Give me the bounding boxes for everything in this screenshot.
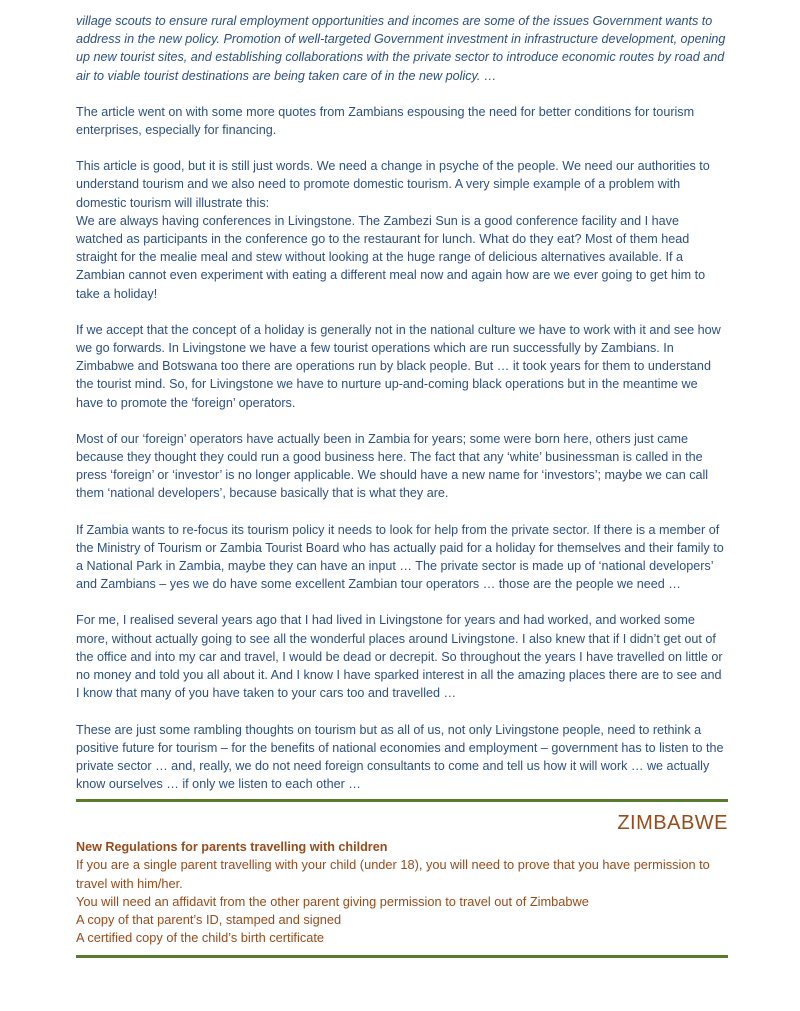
zimbabwe-section-title: ZIMBABWE [617,812,728,835]
article-paragraph-4: If we accept that the concept of a holiday is generally not in the national culture we have to work with it and see how we go forwards. In Livingstone we have a few tourist operations which are run successfully by Zambians. In Zimbabwe and Botswana too there are operations run by black people. But … it took years for them to understand the tourist mind. So, for Livingstone we have to nurture up-and-coming black operations but in the meantime we have to promote the ‘foreign’ operators. [76,322,721,410]
article-quote: village scouts to ensure rural employment opportunities and incomes are some of the issues Government wants to address in the new policy. Promotion of well-targeted Government investment in infrastructure development, opening up new tourist sites, and establishing collaborations with the private sector to introduce economic routes by road and air to viable tourist destinations are being taken care of in the new policy. … [76,14,726,83]
article-paragraph-1: The article went on with some more quotes from Zambians espousing the need for better conditions for tourism enterprises, especially for financing. [76,104,695,138]
section-divider-bottom [76,955,728,958]
article-paragraph-3: We are always having conferences in Livingstone. The Zambezi Sun is a good conference facility and I have watched as participants in the conference go to the restaurant for lunch. What do they eat? Most of them head straight for the mealie meal and stew without looking at the huge range of delicious alternatives available. If a Zambian cannot even experiment with eating a different meal now and again how are we ever going to get him to take a holiday! [76,213,706,301]
zimbabwe-regulation-line: A certified copy of the child’s birth certificate [76,930,325,946]
article-paragraph-8: These are just some rambling thoughts on tourism but as all of us, not only Livingstone people, need to rethink a positive future for tourism – for the benefits of national economies and employment – government has to listen to the private sector … and, really, we do not need foreign consultants to come and tell us how it will work … we actually know ourselves … if only we listen to each other … [76,722,724,792]
section-divider-top [76,799,728,802]
article-paragraph-7: For me, I realised several years ago that I had lived in Livingstone for years and had worked, and worked some more, without actually going to see all the wonderful places around Livingstone. I also knew that if I didn’t get out of the office and into my car and travel, I would be dead or decrepit. So throughout the years I have travelled on little or no money and told you all about it. And I know I have sparked interest in all the amazing places there are to see and I know that many of you have taken to your cars too and travelled … [76,613,723,701]
zimbabwe-regulations-heading: New Regulations for parents travelling with children [76,840,388,855]
article-paragraph-5: Most of our ‘foreign’ operators have actually been in Zambia for years; some were born here, others just came because they thought they could run a good business here. The fact that any ‘white’ businessman is called in the press ‘foreign’ or ‘investor’ is no longer applicable. We should have a new name for ‘investors’; maybe we can call them ‘national developers’, because basically that is what they are. [76,431,709,501]
zimbabwe-regulations [76,838,728,947]
zimbabwe-regulation-line: You will need an affidavit from the other parent giving permission to travel out of Zimbabwe [76,893,589,909]
article-paragraph-6: If Zambia wants to re-focus its tourism policy it needs to look for help from the private sector. If there is a member of the Ministry of Tourism or Zambia Tourist Board who has actually paid for a holiday for themselves and their family to a National Park in Zambia, maybe they can have an input … The private sector is made up of ‘national developers’ and Zambians – yes we do have some excellent Zambian tour operators … those are the people we need … [76,522,724,592]
document-page [76,12,728,958]
zimbabwe-regulation-line: If you are a single parent travelling with your child (under 18), you will need to prove that you have permission to travel with him/her. [76,857,710,891]
zimbabwe-regulation-line: A copy of that parent’s ID, stamped and signed [76,911,342,927]
article-paragraph-2: This article is good, but it is still just words. We need a change in psyche of the people. We need our authorities to understand tourism and we also need to promote domestic tourism. A very simple example of a problem with domestic tourism will illustrate this: [76,159,710,210]
